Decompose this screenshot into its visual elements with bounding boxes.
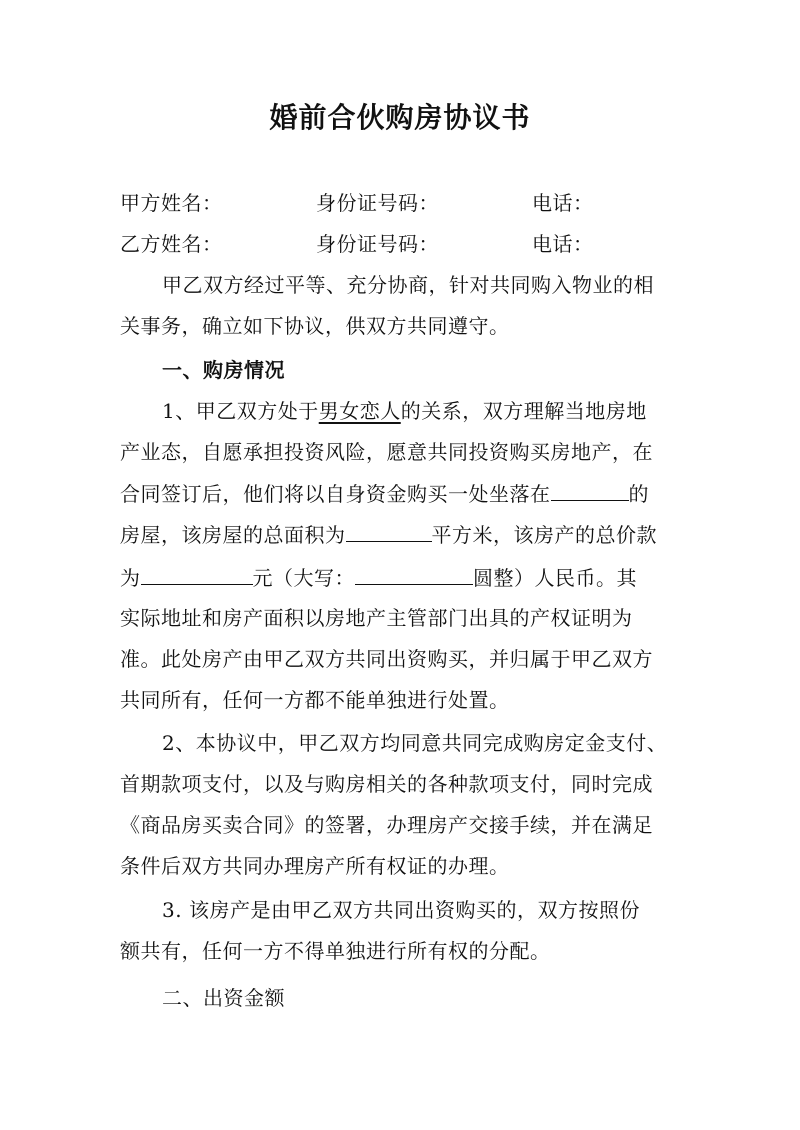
party-a-id-label: 身份证号码： <box>316 191 439 215</box>
s1-p1-line-2: 产业态，自愿承担投资风险，愿意共同投资购买房地产，在 <box>120 440 653 464</box>
area-blank <box>346 519 432 542</box>
s1-p3-line-1: 3. 该房产是由甲乙双方共同出资购买的，双方按照份 <box>162 898 640 922</box>
s1-p1-line-6: 实际地址和房产面积以房地产主管部门出具的产权证明为 <box>120 606 633 630</box>
s1-p3-line-2: 额共有，任何一方不得单独进行所有权的分配。 <box>120 939 551 963</box>
s1-p2-line-3: 《商品房买卖合同》的签署，办理房产交接手续，并在满足 <box>120 813 653 837</box>
s1-p1-line-8: 共同所有，任何一方都不能单独进行处置。 <box>120 688 510 712</box>
s1-p2-line-1: 2、本协议中，甲乙双方均同意共同完成购房定金支付、 <box>162 731 668 755</box>
s1-p1-line-7: 准。此处房产由甲乙双方共同出资购买，并归属于甲乙双方 <box>120 647 653 671</box>
price-words-blank <box>355 562 473 585</box>
price-blank <box>141 562 253 585</box>
s1-p1-line-1: 1、甲乙双方处于男女恋人的关系，双方理解当地房地 <box>162 399 647 423</box>
section2-heading: 二、出资金额 <box>162 986 285 1010</box>
party-b-phone-label: 电话： <box>532 232 594 256</box>
intro-line-1: 甲乙双方经过平等、充分协商，针对共同购入物业的相 <box>162 273 654 297</box>
section1-heading: 一、购房情况 <box>162 358 285 382</box>
location-blank <box>551 478 629 501</box>
party-b-name-label: 乙方姓名： <box>120 232 223 256</box>
s1-p1-line-4: 房屋，该房屋的总面积为 平方米，该房产的总价款 <box>120 519 690 550</box>
intro-line-2: 关事务，确立如下协议，供双方共同遵守。 <box>120 314 510 338</box>
s1-p2-line-4: 条件后双方共同办理房产所有权证的办理。 <box>120 854 510 878</box>
s1-p2-line-2: 首期款项支付，以及与购房相关的各种款项支付，同时完成 <box>120 772 653 796</box>
s1-p1-line-3: 合同签订后，他们将以自身资金购买一处坐落在 的 <box>120 478 690 509</box>
party-a-name-label: 甲方姓名： <box>120 191 223 215</box>
document-title: 婚前合伙购房协议书 <box>269 101 531 134</box>
party-a-phone-label: 电话： <box>532 191 594 215</box>
relationship-value: 男女恋人 <box>318 399 401 423</box>
party-b-id-label: 身份证号码： <box>316 232 439 256</box>
s1-p1-line-5: 为 元（大写： 圆整）人民币。其 <box>120 562 690 593</box>
